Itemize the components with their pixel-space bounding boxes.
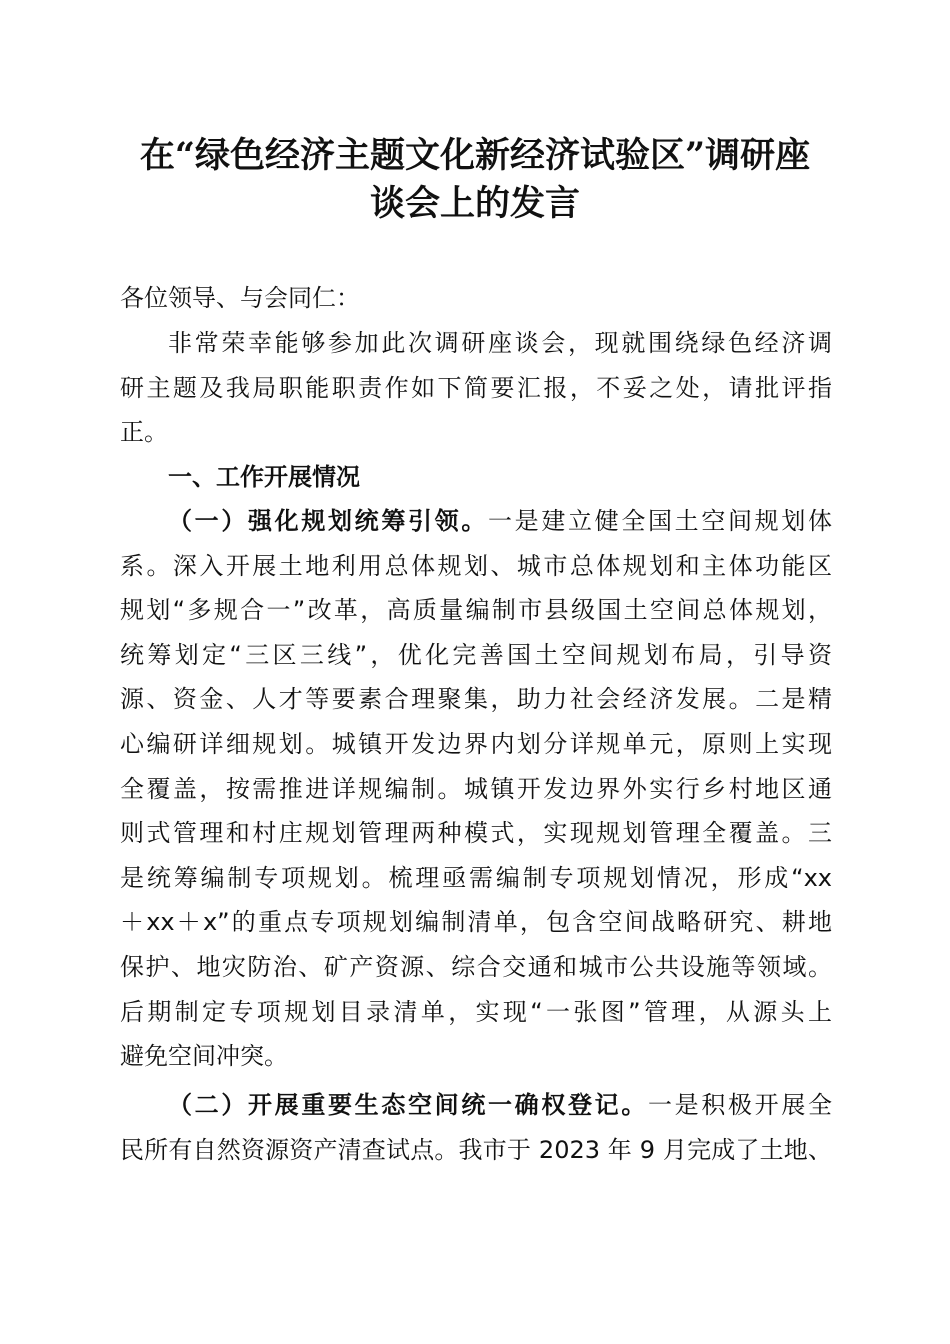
para1-line: 系。深入开展土地利用总体规划、城市总体规划和主体功能区	[120, 551, 832, 580]
intro-line-1: 非常荣幸能够参加此次调研座谈会，现就围绕绿色经济调	[168, 329, 832, 357]
para2-lead: （二）开展重要生态空间统一确权登记。	[168, 1091, 648, 1119]
para1-lead: （一）强化规划统筹引领。	[168, 507, 488, 535]
title-line-1: 在“绿色经济主题文化新经济试验区”调研座	[139, 135, 811, 176]
para1-line: 心编研详细规划。城镇开发边界内划分详规单元，原则上实现	[120, 729, 832, 758]
para1-line: 后期制定专项规划目录清单，实现“一张图”管理，从源头上	[120, 997, 832, 1026]
intro-line-2: 研主题及我局职能职责作如下简要汇报，不妥之处，请批评指	[120, 373, 832, 402]
paragraph-1	[120, 499, 832, 1079]
para1-line: 则式管理和村庄规划管理两种模式，实现规划管理全覆盖。三	[120, 819, 832, 848]
para1-first-rest: 一是建立健全国土空间规划体	[488, 507, 832, 535]
para2-first-rest: 一是积极开展全	[648, 1091, 832, 1119]
intro-paragraph	[120, 321, 832, 455]
greeting: 各位领导、与会同仁：	[120, 284, 360, 312]
para1-line: 避免空间冲突。	[120, 1042, 288, 1071]
para1-line: 保护、地灾防治、矿产资源、综合交通和城市公共设施等领域。	[120, 952, 832, 981]
paragraph-2	[120, 1083, 832, 1172]
document-title	[100, 132, 850, 228]
para1-line: 统筹划定“三区三线”，优化完善国土空间规划布局，引导资	[120, 640, 832, 669]
para1-line: 是统筹编制专项规划。梳理亟需编制专项规划情况，形成“xx	[120, 863, 832, 892]
para2-line-1	[120, 1083, 832, 1128]
para1-line-1	[120, 499, 832, 544]
para1-line: ＋xx＋x”的重点专项规划编制清单，包含空间战略研究、耕地	[120, 908, 832, 937]
para2-line: 民所有自然资源资产清查试点。我市于 2023 年 9 月完成了土地、	[120, 1135, 832, 1164]
para1-line: 全覆盖，按需推进详规编制。城镇开发边界外实行乡村地区通	[120, 774, 832, 803]
intro-line-3: 正。	[120, 418, 168, 447]
para1-line: 源、资金、人才等要素合理聚集，助力社会经济发展。二是精	[120, 685, 832, 714]
section-heading-1: 一、工作开展情况	[168, 463, 360, 491]
para1-line: 规划“多规合一”改革，高质量编制市县级国土空间总体规划，	[120, 596, 832, 625]
title-line-2: 谈会上的发言	[369, 183, 580, 224]
